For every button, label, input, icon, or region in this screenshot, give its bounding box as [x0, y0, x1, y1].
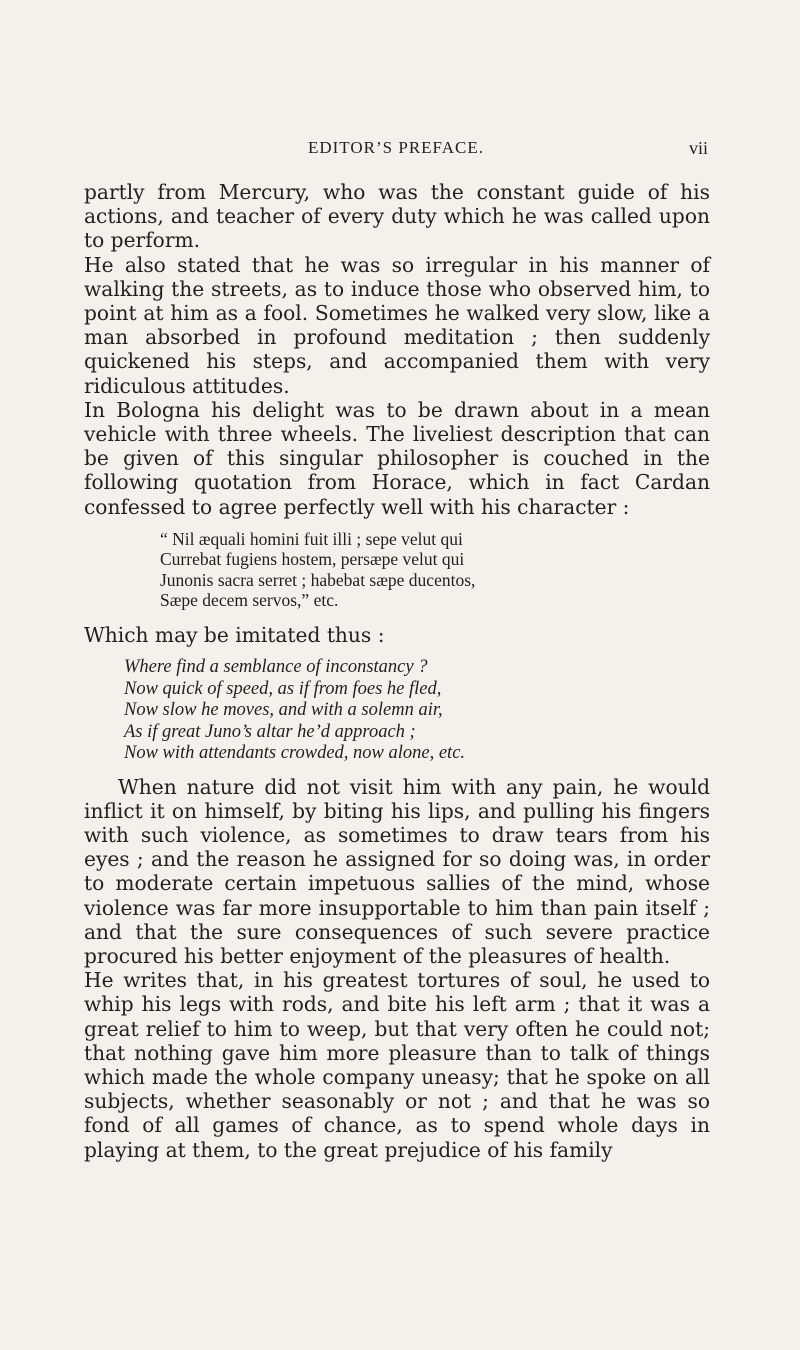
page-number: vii [688, 138, 708, 158]
paragraph-6: He writes that, in his greatest tortures of soul, he used to whip his legs with rods, and bite his left arm ; that it was a great relief to him to weep, but that very often he could not; that nothing gave him more pleasure than to talk of things which made the whole company uneasy; that he spoke on all subjects, whether seasonably or not ; and that he was so fond of all games of chance, as to spend whole days in playing at them, to the great prejudice of his family [84, 968, 710, 1162]
translation-line: Where find a semblance of inconstancy ? [124, 657, 428, 678]
translation-line: Now quick of speed, as if from foes he fled, [124, 678, 442, 699]
paragraph-3: In Bologna his delight was to be drawn about in a mean vehicle with three wheels. The liveliest description that can be given of this singular philosopher is couched in the following quotation from Horace, which in fact Cardan confessed to agree perfectly well with his character : [84, 397, 710, 519]
running-head: EDITOR’S PREFACE. [307, 138, 484, 157]
quote-line: “ Nil æquali homini fuit illi ; sepe velut qui [160, 528, 463, 549]
paragraph-2: He also stated that he was so irregular in his manner of walking the streets, as to induce those who observed him, to point at him as a fool. Sometimes he walked very slow, like a man absorbed in profound meditation ; then suddenly quickened his steps, and accompanied them with very ridiculous attitudes. [84, 252, 710, 398]
latin-quotation [160, 529, 700, 611]
paragraph-5: When nature did not visit him with any pain, he would inflict it on himself, by biting his lips, and pulling his fingers with such violence, as sometimes to draw tears from his eyes ; and the reason he assigned for so doing was, in order to moderate certain impetuous sallies of the mind, whose violence was far more insupportable to him than pain itself ; and that the sure consequences of such severe practice procured his better enjoyment of the pleasures of health. [84, 774, 710, 968]
translation-line: Now slow he moves, and with a solemn air, [124, 700, 443, 721]
body-text [84, 180, 710, 1162]
paragraph-1: partly from Mercury, who was the constant guide of his actions, and teacher of every duty which he was called upon to perform. [84, 180, 710, 253]
translation-line: As if great Juno’s altar he’d approach ; [124, 721, 416, 742]
english-translation [124, 657, 710, 765]
quote-line: Sæpe decem servos,” etc. [160, 590, 339, 611]
translation-line: Now with attendants crowded, now alone, etc. [124, 743, 466, 764]
page-header [84, 138, 708, 168]
quote-line: Currebat fugiens hostem, persæpe velut qui [160, 549, 465, 570]
quote-line: Junonis sacra serret ; habebat sæpe ducentos, [160, 569, 476, 590]
paragraph-4: Which may be imitated thus : [84, 622, 385, 647]
